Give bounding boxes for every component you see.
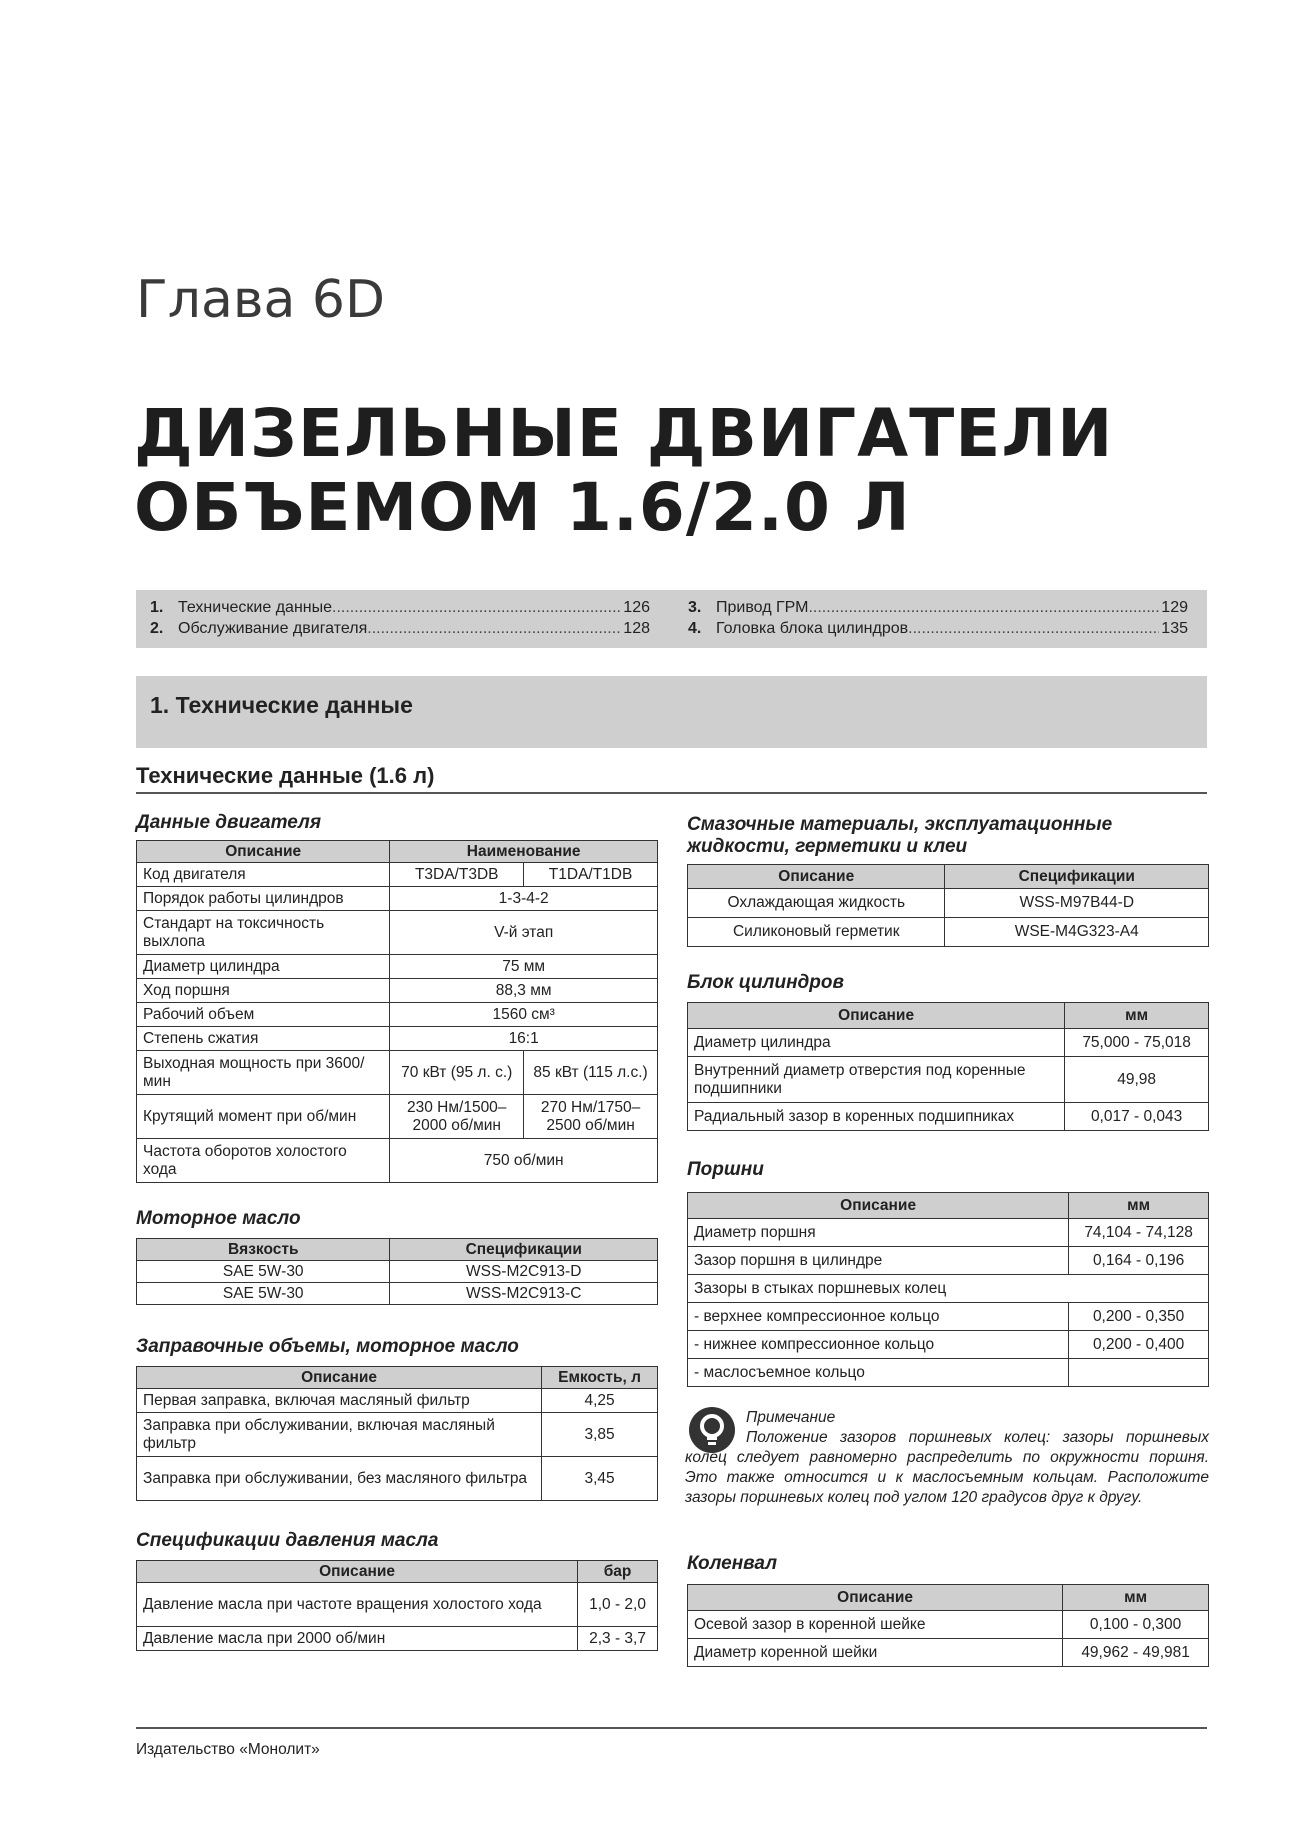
toc-number: 2. [150, 620, 164, 637]
section-title: 1. Технические данные [150, 692, 413, 718]
engine-data-heading: Данные двигателя [136, 812, 322, 833]
table-row: - верхнее компрессионное кольцо 0,200 - 0,350 [688, 1303, 1209, 1331]
table-row: Радиальный зазор в коренных подшипниках 0,017 - 0,043 [688, 1103, 1209, 1131]
table-row: Зазор поршня в цилиндре 0,164 - 0,196 [688, 1247, 1209, 1275]
column-header: Емкость, л [542, 1367, 658, 1389]
column-header: Наименование [390, 841, 658, 863]
toc-page: 128 [623, 620, 650, 637]
title-line-2: ОБЪЕМОМ 1.6/2.0 Л [134, 469, 911, 546]
table-row: Код двигателя T3DA/T3DB T1DA/T1DB [137, 863, 658, 887]
toc-page: 129 [1161, 599, 1188, 616]
table-row: Зазоры в стыках поршневых колец [688, 1275, 1209, 1303]
table-row: Стандарт на токсичность выхлопа V-й этап [137, 911, 658, 955]
table-row: Заправка при обслуживании, без масляного фильтра 3,45 [137, 1457, 658, 1501]
table-row: SAE 5W-30 WSS-M2C913-C [137, 1283, 658, 1305]
toc-item[interactable] [688, 597, 1188, 618]
toc-item[interactable] [688, 618, 1188, 639]
column-header: Описание [688, 1003, 1065, 1029]
toc-page: 135 [1161, 620, 1188, 637]
table-row: Диаметр цилиндра 75,000 - 75,018 [688, 1029, 1209, 1057]
oil-pressure-table [136, 1560, 658, 1651]
table-row: - маслосъемное кольцо [688, 1359, 1209, 1387]
table-row: Рабочий объем 1560 см³ [137, 1003, 658, 1027]
note [685, 1408, 1209, 1508]
table-row: Охлаждающая жидкость WSS-M97B44-D [688, 889, 1209, 918]
footer-divider [136, 1727, 1207, 1729]
engine-oil-table [136, 1238, 658, 1305]
table-row: Внутренний диаметр отверстия под коренные подшипники 49,98 [688, 1057, 1209, 1103]
table-row: Диаметр коренной шейки 49,962 - 49,981 [688, 1639, 1209, 1667]
column-header: Описание [688, 865, 945, 889]
table-row: Ход поршня 88,3 мм [137, 979, 658, 1003]
crankshaft-table [687, 1584, 1209, 1667]
lubricants-table [687, 864, 1209, 947]
cylinder-block-heading: Блок цилиндров [687, 972, 844, 993]
table-row: - нижнее компрессионное кольцо 0,200 - 0,400 [688, 1331, 1209, 1359]
pistons-heading: Поршни [687, 1159, 764, 1180]
table-row: Давление масла при частоте вращения холостого хода 1,0 - 2,0 [137, 1583, 658, 1627]
toc-text: Технические данные [178, 599, 333, 616]
toc-item[interactable] [150, 618, 650, 639]
column-header: Вязкость [137, 1239, 390, 1261]
table-row: Первая заправка, включая масляный фильтр 4,25 [137, 1389, 658, 1413]
toc-text: Обслуживание двигателя [178, 620, 368, 637]
table-of-contents [136, 590, 1207, 648]
page-title [134, 397, 1113, 545]
oil-pressure-heading: Спецификации давления масла [136, 1530, 439, 1551]
toc-number: 1. [150, 599, 164, 616]
table-row: SAE 5W-30 WSS-M2C913-D [137, 1261, 658, 1283]
toc-item[interactable] [150, 597, 650, 618]
table-row: Частота оборотов холостого хода 750 об/мин [137, 1139, 658, 1183]
subsection-divider [136, 792, 1207, 794]
column-header: мм [1065, 1003, 1209, 1029]
toc-number: 3. [688, 599, 702, 616]
column-header: мм [1069, 1193, 1209, 1219]
engine-oil-heading: Моторное масло [136, 1208, 301, 1229]
title-line-1: ДИЗЕЛЬНЫЕ ДВИГАТЕЛИ [134, 395, 1114, 472]
column-header: Описание [688, 1585, 1063, 1611]
column-header: Описание [688, 1193, 1069, 1219]
table-row: Силиконовый герметик WSE-M4G323-A4 [688, 918, 1209, 947]
column-header: Спецификации [945, 865, 1209, 889]
table-row: Осевой зазор в коренной шейке 0,100 - 0,300 [688, 1611, 1209, 1639]
table-row: Степень сжатия 16:1 [137, 1027, 658, 1051]
section-header [136, 676, 1207, 748]
column-header: мм [1063, 1585, 1209, 1611]
chapter-label: Глава 6D [136, 270, 385, 330]
table-row: Диаметр поршня 74,104 - 74,128 [688, 1219, 1209, 1247]
table-row: Давление масла при 2000 об/мин 2,3 - 3,7 [137, 1627, 658, 1651]
toc-text: Головка блока цилиндров [716, 620, 909, 637]
table-row: Выходная мощность при 3600/мин 70 кВт (95 л. с.) 85 кВт (115 л.с.) [137, 1051, 658, 1095]
publisher-footer: Издательство «Монолит» [136, 1741, 320, 1758]
table-row: Заправка при обслуживании, включая масляный фильтр 3,85 [137, 1413, 658, 1457]
lubricants-heading: Смазочные материалы, эксплуатационные жидкости, герметики и клеи [687, 814, 1113, 857]
engine-data-table [136, 840, 658, 1183]
table-row: Крутящий момент при об/мин 230 Нм/1500–2000 об/мин 270 Нм/1750–2500 об/мин [137, 1095, 658, 1139]
table-row: Порядок работы цилиндров 1-3-4-2 [137, 887, 658, 911]
column-header: Описание [137, 1367, 542, 1389]
fill-volumes-heading: Заправочные объемы, моторное масло [136, 1336, 519, 1357]
toc-text: Привод ГРМ [716, 599, 809, 616]
note-title: Примечание [746, 1409, 836, 1426]
column-header: Описание [137, 841, 390, 863]
fill-volumes-table [136, 1366, 658, 1501]
column-header: бар [578, 1561, 658, 1583]
subsection-title: Технические данные (1.6 л) [136, 763, 435, 788]
toc-page: 126 [623, 599, 650, 616]
table-row: Диаметр цилиндра 75 мм [137, 955, 658, 979]
note-body: Положение зазоров поршневых колец: зазоры поршневых колец следует равномерно распределить по окружности поршня. Это также относится и к маслосъемным кольцам. Расположите зазоры поршневых колец под углом 120 градусов друг к другу. [685, 1429, 1209, 1506]
crankshaft-heading: Коленвал [687, 1553, 778, 1574]
pistons-table [687, 1192, 1209, 1387]
column-header: Спецификации [390, 1239, 658, 1261]
column-header: Описание [137, 1561, 578, 1583]
cylinder-block-table [687, 1002, 1209, 1131]
toc-number: 4. [688, 620, 702, 637]
